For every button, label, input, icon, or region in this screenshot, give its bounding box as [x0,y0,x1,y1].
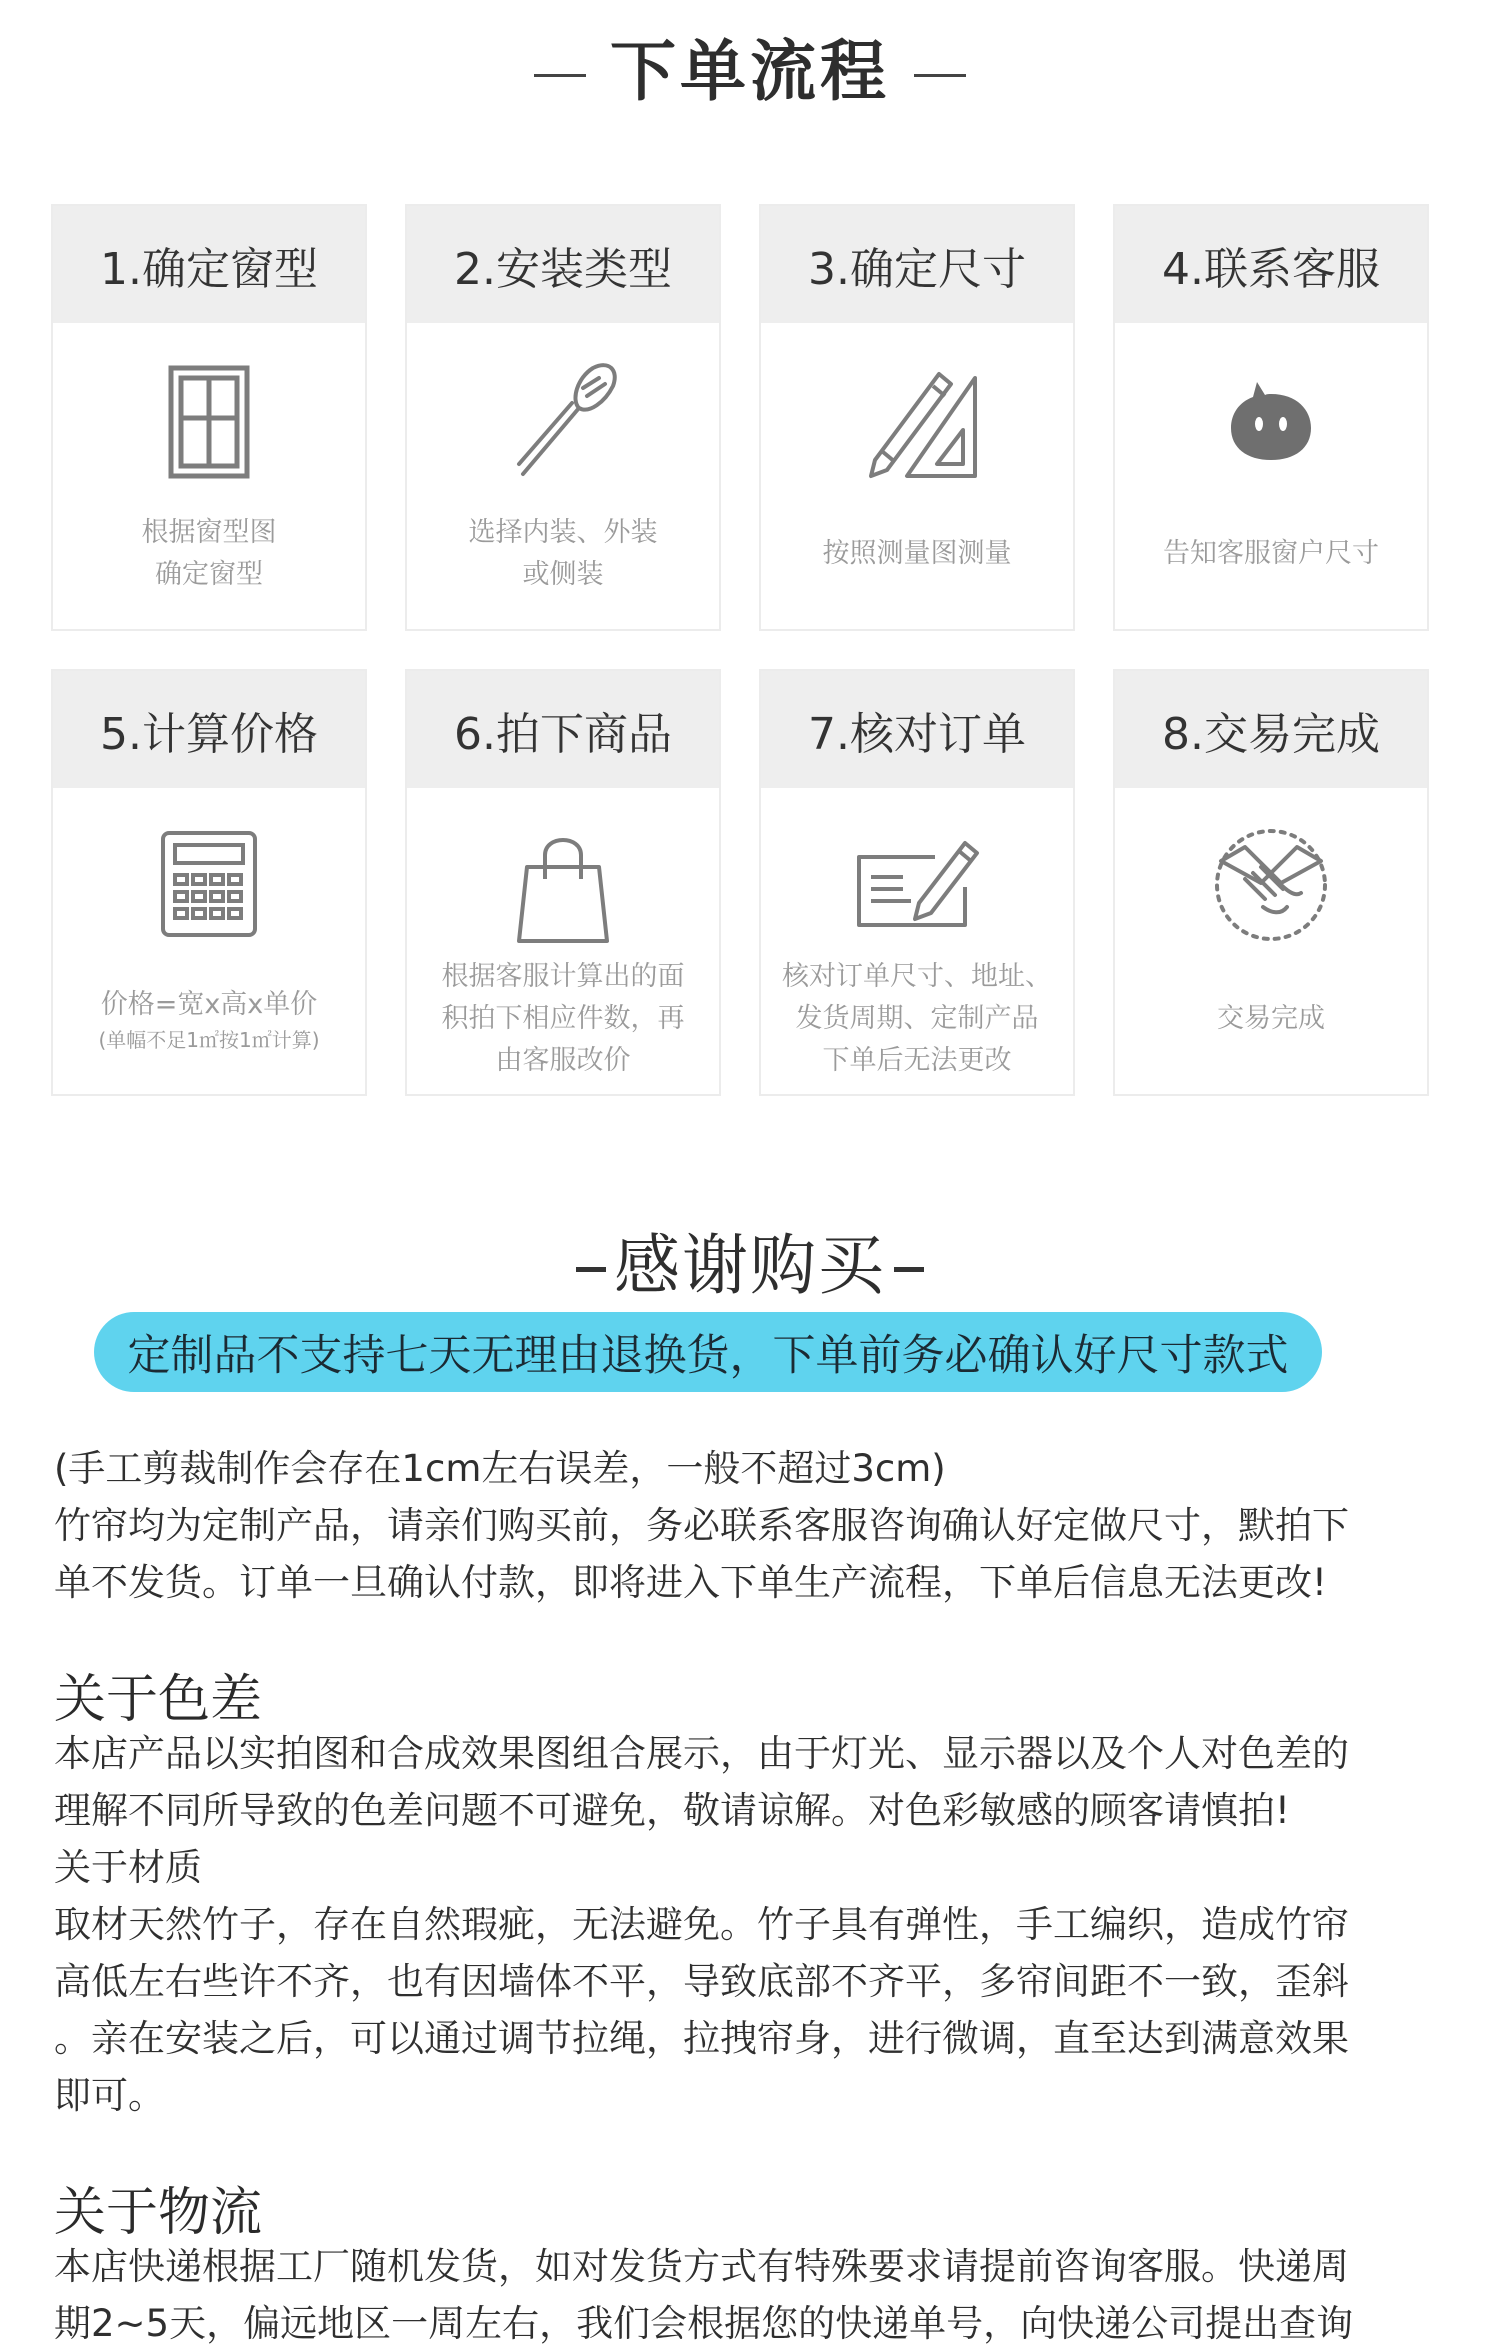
text-line: 。亲在安装之后，可以通过调节拉绳，拉拽帘身，进行微调，直至达到满意效果 [54,2017,1349,2060]
steps-grid [51,204,1431,1096]
window-icon [53,356,365,486]
step-card-1 [51,204,367,631]
step-desc-line: 积拍下相应件数，再 [441,1002,685,1034]
chat-bubble-icon [1115,356,1427,486]
step-card-4 [1113,204,1429,631]
step-title: 8.交易完成 [1115,671,1427,788]
step-desc-line: 发货周期、定制产品 [795,1002,1039,1034]
step-description [63,506,355,601]
text-line: 理解不同所导致的色差问题不可避免，敬请谅解。对色彩敏感的顾客请慎拍! [54,1789,1290,1832]
text-line: 高低左右些许不齐，也有因墙体不平，导致底部不齐平，多帘间距不一致，歪斜 [54,1960,1349,2003]
step-desc-line: 根据窗型图 [141,516,277,548]
step-desc-line: 下单后无法更改 [822,1044,1012,1076]
step-description [1125,506,1417,601]
thanks-dash-right [894,1267,924,1272]
calculator-icon [53,821,365,951]
color-section-heading: 关于色差 [54,1670,263,1730]
thanks-text: 感谢购买 [614,1227,886,1304]
step-title: 4.联系客服 [1115,206,1427,323]
step-desc-line: 确定窗型 [155,558,263,590]
step-card-7 [759,669,1075,1096]
step-description [417,960,709,1076]
step-desc-line: 按照测量图测量 [822,537,1012,569]
logistics-section-heading: 关于物流 [54,2183,263,2243]
order-check-icon [761,821,1073,951]
step-card-3 [759,204,1075,631]
step-desc-line: 交易完成 [1217,1002,1325,1034]
no-return-notice: 定制品不支持七天无理由退换货，下单前务必确认好尺寸款式 [94,1312,1322,1392]
text-line: 竹帘均为定制产品，请亲们购买前，务必联系客服咨询确认好定做尺寸，默拍下 [54,1504,1349,1547]
step-title: 3.确定尺寸 [761,206,1073,323]
step-card-8 [1113,669,1429,1096]
intro-text [54,1440,1454,1611]
step-card-5 [51,669,367,1096]
step-title: 7.核对订单 [761,671,1073,788]
step-desc-note: (单幅不足1㎡按1㎡计算) [98,1027,320,1052]
step-desc-line: 选择内装、外装 [468,516,658,548]
title-dash-right [914,74,966,77]
title-dash-left [534,74,586,77]
text-line: 取材天然竹子，存在自然瑕疵，无法避免。竹子具有弹性，手工编织，造成竹帘 [54,1903,1349,1946]
page-title [0,18,1500,113]
step-title: 1.确定窗型 [53,206,365,323]
step-desc-line: 根据客服计算出的面 [441,960,685,992]
step-description [771,960,1063,1076]
step-title: 6.拍下商品 [407,671,719,788]
screwdriver-icon [407,356,719,486]
step-description [1125,971,1417,1066]
logistics-section-text [54,2238,1454,2352]
shopping-bag-icon [407,821,719,951]
step-description [417,506,709,601]
material-section-heading: 关于材质 [54,1846,202,1889]
step-desc-line: 价格=宽x高x单价 [100,988,318,1020]
step-desc-line: 告知客服窗户尺寸 [1163,537,1379,569]
text-line: 即可。 [54,2074,165,2117]
step-title: 5.计算价格 [53,671,365,788]
step-card-6 [405,669,721,1096]
text-line: (手工剪裁制作会存在1cm左右误差，一般不超过3cm) [54,1447,946,1490]
step-title: 2.安装类型 [407,206,719,323]
handshake-icon [1115,821,1427,951]
step-desc-line: 核对订单尺寸、地址、 [782,960,1052,992]
color-section-text [54,1725,1454,2124]
text-line: 本店产品以实拍图和合成效果图组合展示，由于灯光、显示器以及个人对色差的 [54,1732,1349,1775]
text-line: 本店快递根据工厂随机发货，如对发货方式有特殊要求请提前咨询客服。快递周 [54,2245,1349,2288]
step-card-2 [405,204,721,631]
thanks-heading [0,1212,1500,1307]
step-desc-line: 由客服改价 [495,1044,631,1076]
step-desc-line: 或侧装 [522,558,604,590]
thanks-dash-left [576,1267,606,1272]
text-line: 单不发货。订单一旦确认付款，即将进入下单生产流程，下单后信息无法更改! [54,1561,1327,1604]
ruler-pencil-icon [761,356,1073,486]
text-line: 期2~5天，偏远地区一周左右，我们会根据您的快递单号，向快递公司提出查询 [54,2302,1354,2345]
step-description [63,971,355,1066]
step-description [771,506,1063,601]
page-title-text: 下单流程 [610,33,890,110]
